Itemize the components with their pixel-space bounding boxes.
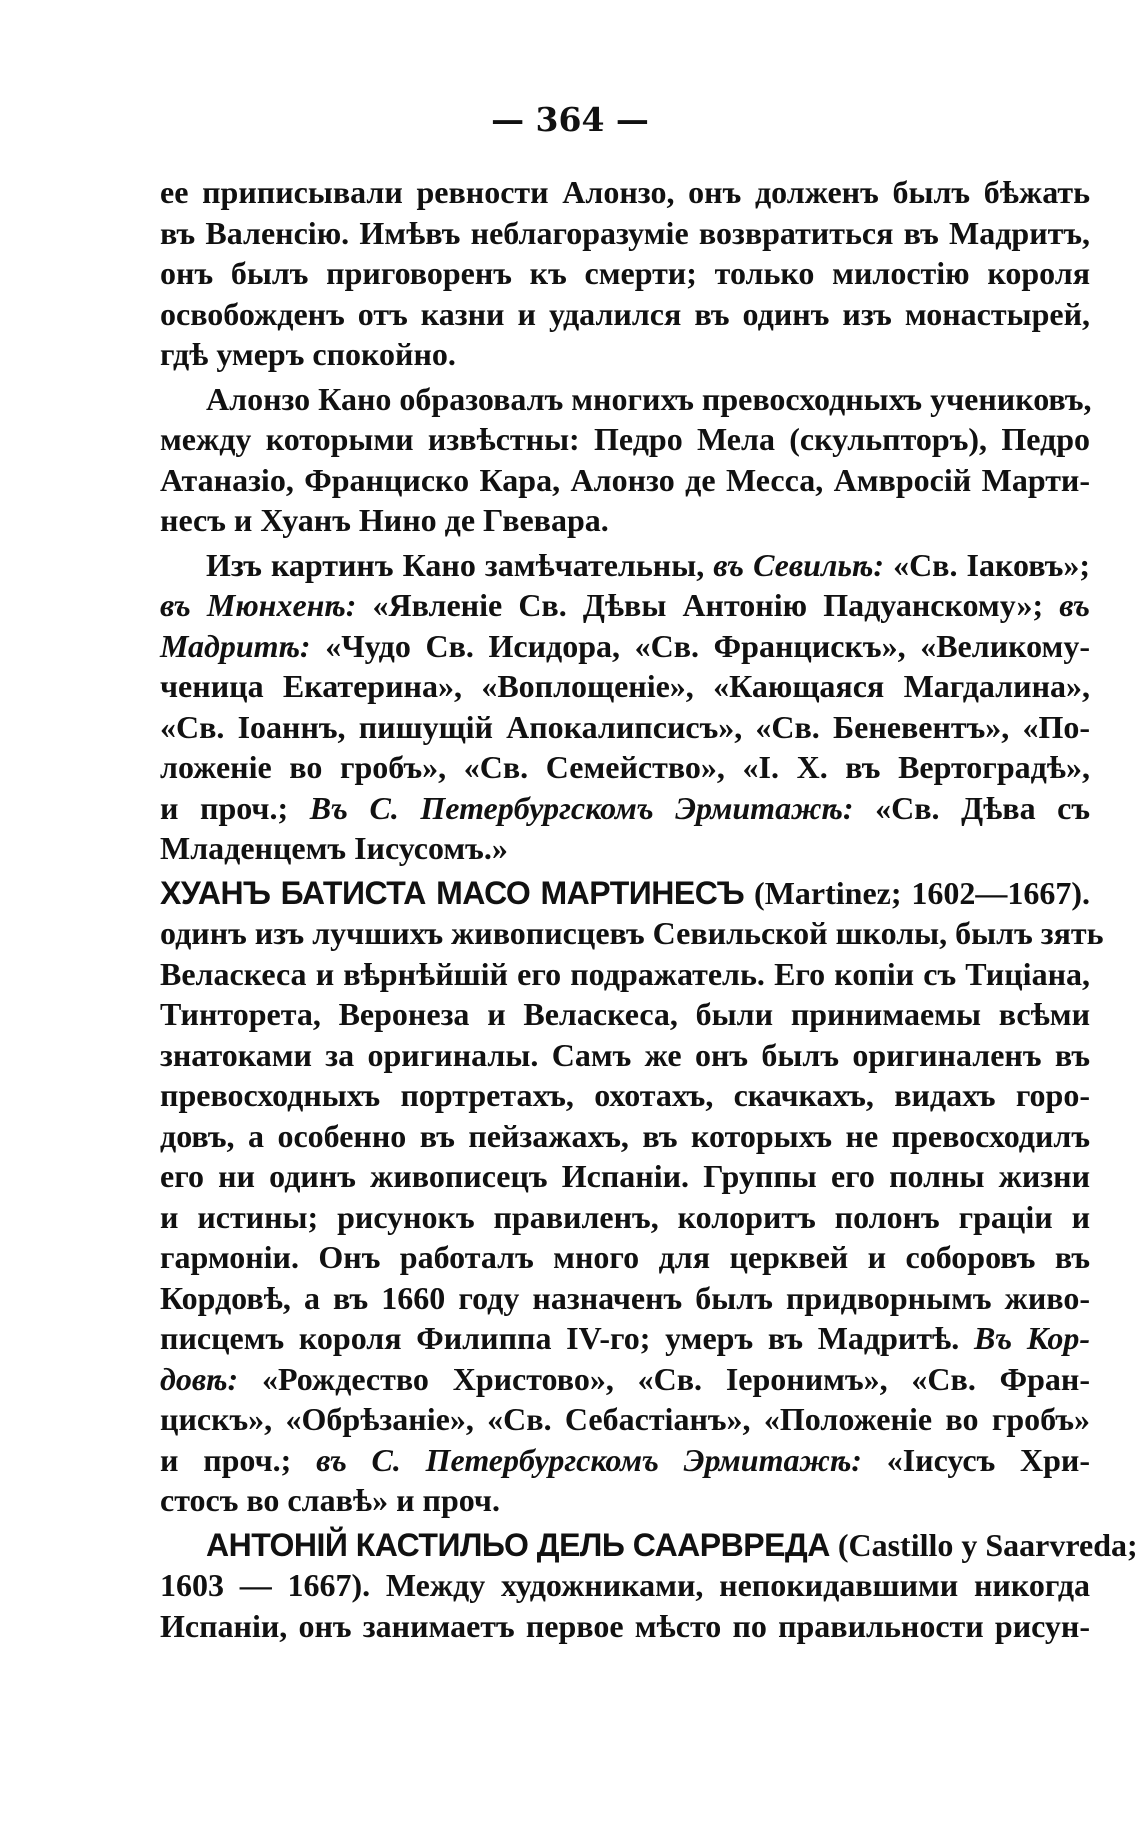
location-reference: въ С. Петербургскомъ Эрмитажѣ: (316, 1441, 862, 1478)
text-line (160, 1278, 1090, 1319)
text-segment: «Iисусъ Хри- (861, 1441, 1091, 1478)
text-segment: «Св. Iаковъ»; (883, 546, 1090, 583)
text-line (160, 500, 1090, 541)
text-line (160, 253, 1090, 294)
text-line (160, 913, 1104, 954)
text-segment: гдѣ умеръ спокойно. (160, 336, 456, 372)
text-segment: онъ былъ приговоренъ къ смерти; только милостiю короля (160, 255, 1090, 291)
text-line (160, 213, 1090, 254)
text-segment: одинъ изъ лучшихъ живописцевъ Севильской школы, былъ зять (160, 915, 1104, 951)
page-number: — 364 — (491, 100, 649, 139)
text-segment: гармонiи. Онъ работалъ много для церквей и соборовъ въ (160, 1239, 1090, 1275)
text-segment: освобожденъ отъ казни и удалился въ одинъ изъ монастырей, (160, 295, 1090, 332)
location-reference: Въ Кор- (973, 1320, 1091, 1356)
text-line (160, 1197, 1090, 1238)
text-segment: «Св. Дѣва съ (853, 789, 1091, 826)
text-line (160, 707, 1090, 748)
location-reference: Въ С. Петербургскомъ Эрмитажѣ: (309, 789, 854, 826)
text-segment: 1603 — 1667). Между художниками, непокидавшими никогда (160, 1567, 1090, 1603)
text-segment: и истины; рисунокъ правиленъ, колоритъ полонъ грацiи и (160, 1198, 1090, 1235)
text-segment: знатоками за оригиналы. Самъ же онъ былъ оригиналенъ въ (160, 1036, 1090, 1073)
text-segment: «Рождество Христово», «Св. Iеронимъ», «Св. Фран- (238, 1360, 1090, 1397)
text-line (160, 419, 1090, 460)
text-line (160, 1156, 1090, 1197)
text-line (160, 788, 1090, 829)
text-segment: и проч.; (160, 1441, 317, 1478)
text-line (160, 994, 1090, 1035)
location-reference: Мадритѣ: (160, 627, 311, 664)
text-line (160, 1440, 1090, 1481)
text-line (160, 1237, 1090, 1278)
text-line (160, 828, 1090, 869)
text-line (160, 585, 1090, 626)
location-reference: въ Севильѣ: (713, 546, 884, 583)
text-segment: ченица Екатерина», «Воплощенiе», «Кающаяся Магдалина», (160, 668, 1090, 704)
text-segment: ложенiе во гробъ», «Св. Семейство», «I. Х. въ Вертоградѣ», (160, 749, 1090, 785)
text-segment: цискъ», «Обрѣзанiе», «Св. Себастiанъ», «Положенiе во гробъ» (160, 1401, 1090, 1437)
text-line (160, 954, 1090, 995)
text-segment: Алонзо Кано образовалъ многихъ превосходныхъ учениковъ, (206, 380, 1092, 417)
text-line (160, 172, 1090, 213)
text-segment: и проч.; (160, 789, 310, 826)
text-segment: Кордовѣ, а въ 1660 году назначенъ былъ придворнымъ живо- (160, 1279, 1090, 1316)
text-segment: Младенцемъ Iисусомъ.» (160, 830, 508, 866)
text-line (160, 666, 1090, 707)
text-line (160, 1565, 1090, 1606)
text-line (160, 1525, 1138, 1566)
artist-name-heading: АНТОНIЙ КАСТИЛЬО ДЕЛЬ СААРВРЕДА (206, 1526, 830, 1563)
text-line (160, 626, 1090, 667)
text-segment: Испанiи, онъ занимаетъ первое мѣсто по правильности рисун- (160, 1607, 1090, 1644)
text-segment: писцемъ короля Филиппа IV-го; умеръ въ Мадритѣ. (160, 1320, 974, 1356)
text-segment: «Явленiе Св. Дѣвы Антонiю Падуанскому»; (356, 587, 1060, 623)
text-segment: Тинторета, Веронеза и Веласкеса, были принимаемы всѣми (160, 996, 1090, 1032)
text-line (160, 1606, 1090, 1647)
text-segment: въ Валенсiю. Имѣвъ неблагоразумiе возвратиться въ Мадритъ, (160, 214, 1090, 251)
text-segment: (Castillo y Saarvreda; (829, 1526, 1138, 1563)
text-line (160, 1318, 1090, 1359)
text-line (160, 1399, 1090, 1440)
text-line (160, 379, 1090, 420)
text-segment: «Чудо Св. Исидора, «Св. Францискъ», «Великому- (310, 627, 1090, 664)
text-segment: его ни одинъ живописецъ Испанiи. Группы его полны жизни (160, 1158, 1090, 1194)
text-segment: между которыми извѣстны: Педро Мела (скульпторъ), Педро (160, 421, 1090, 457)
location-reference: довѣ: (160, 1360, 239, 1397)
text-line (160, 1116, 1090, 1157)
text-line (160, 747, 1090, 788)
text-line (160, 545, 1090, 586)
body-text (160, 172, 1138, 1646)
text-line (160, 1035, 1090, 1076)
text-segment: Веласкеса и вѣрнѣйшiй его подражатель. Его копiи съ Тицiана, (160, 955, 1090, 992)
artist-name-heading: ХУАНЪ БАТИСТА МАСО МАРТИНЕСЪ (160, 874, 745, 911)
location-reference: въ Мюнхенѣ: (160, 587, 357, 623)
text-segment: ее приписывали ревности Алонзо, онъ долженъ былъ бѣжать (160, 174, 1090, 210)
text-line (160, 873, 1090, 914)
text-segment: довъ, а особенно въ пейзажахъ, въ которыхъ не превосходилъ (160, 1117, 1090, 1154)
text-segment: превосходныхъ портретахъ, охотахъ, скачкахъ, видахъ горо- (160, 1077, 1090, 1113)
text-line (160, 1480, 1090, 1521)
text-segment: несъ и Хуанъ Нино де Гвевара. (160, 502, 609, 538)
text-segment: «Св. Iоаннъ, пишущiй Апокалипсисъ», «Св. Беневентъ», «По- (160, 708, 1090, 745)
text-line (160, 294, 1090, 335)
location-reference: въ (1059, 587, 1090, 623)
text-line (160, 1359, 1090, 1400)
text-segment: стосъ во славѣ» и проч. (160, 1482, 500, 1518)
text-segment: (Martinez; 1602—1667). (744, 874, 1090, 911)
text-line (160, 334, 1090, 375)
text-segment: Изъ картинъ Кано замѣчательны, (206, 546, 714, 583)
text-segment: Атаназiо, Франциско Кара, Алонзо де Месса, Амвросiй Марти- (160, 461, 1090, 498)
text-line (160, 460, 1090, 501)
text-line (160, 1075, 1090, 1116)
